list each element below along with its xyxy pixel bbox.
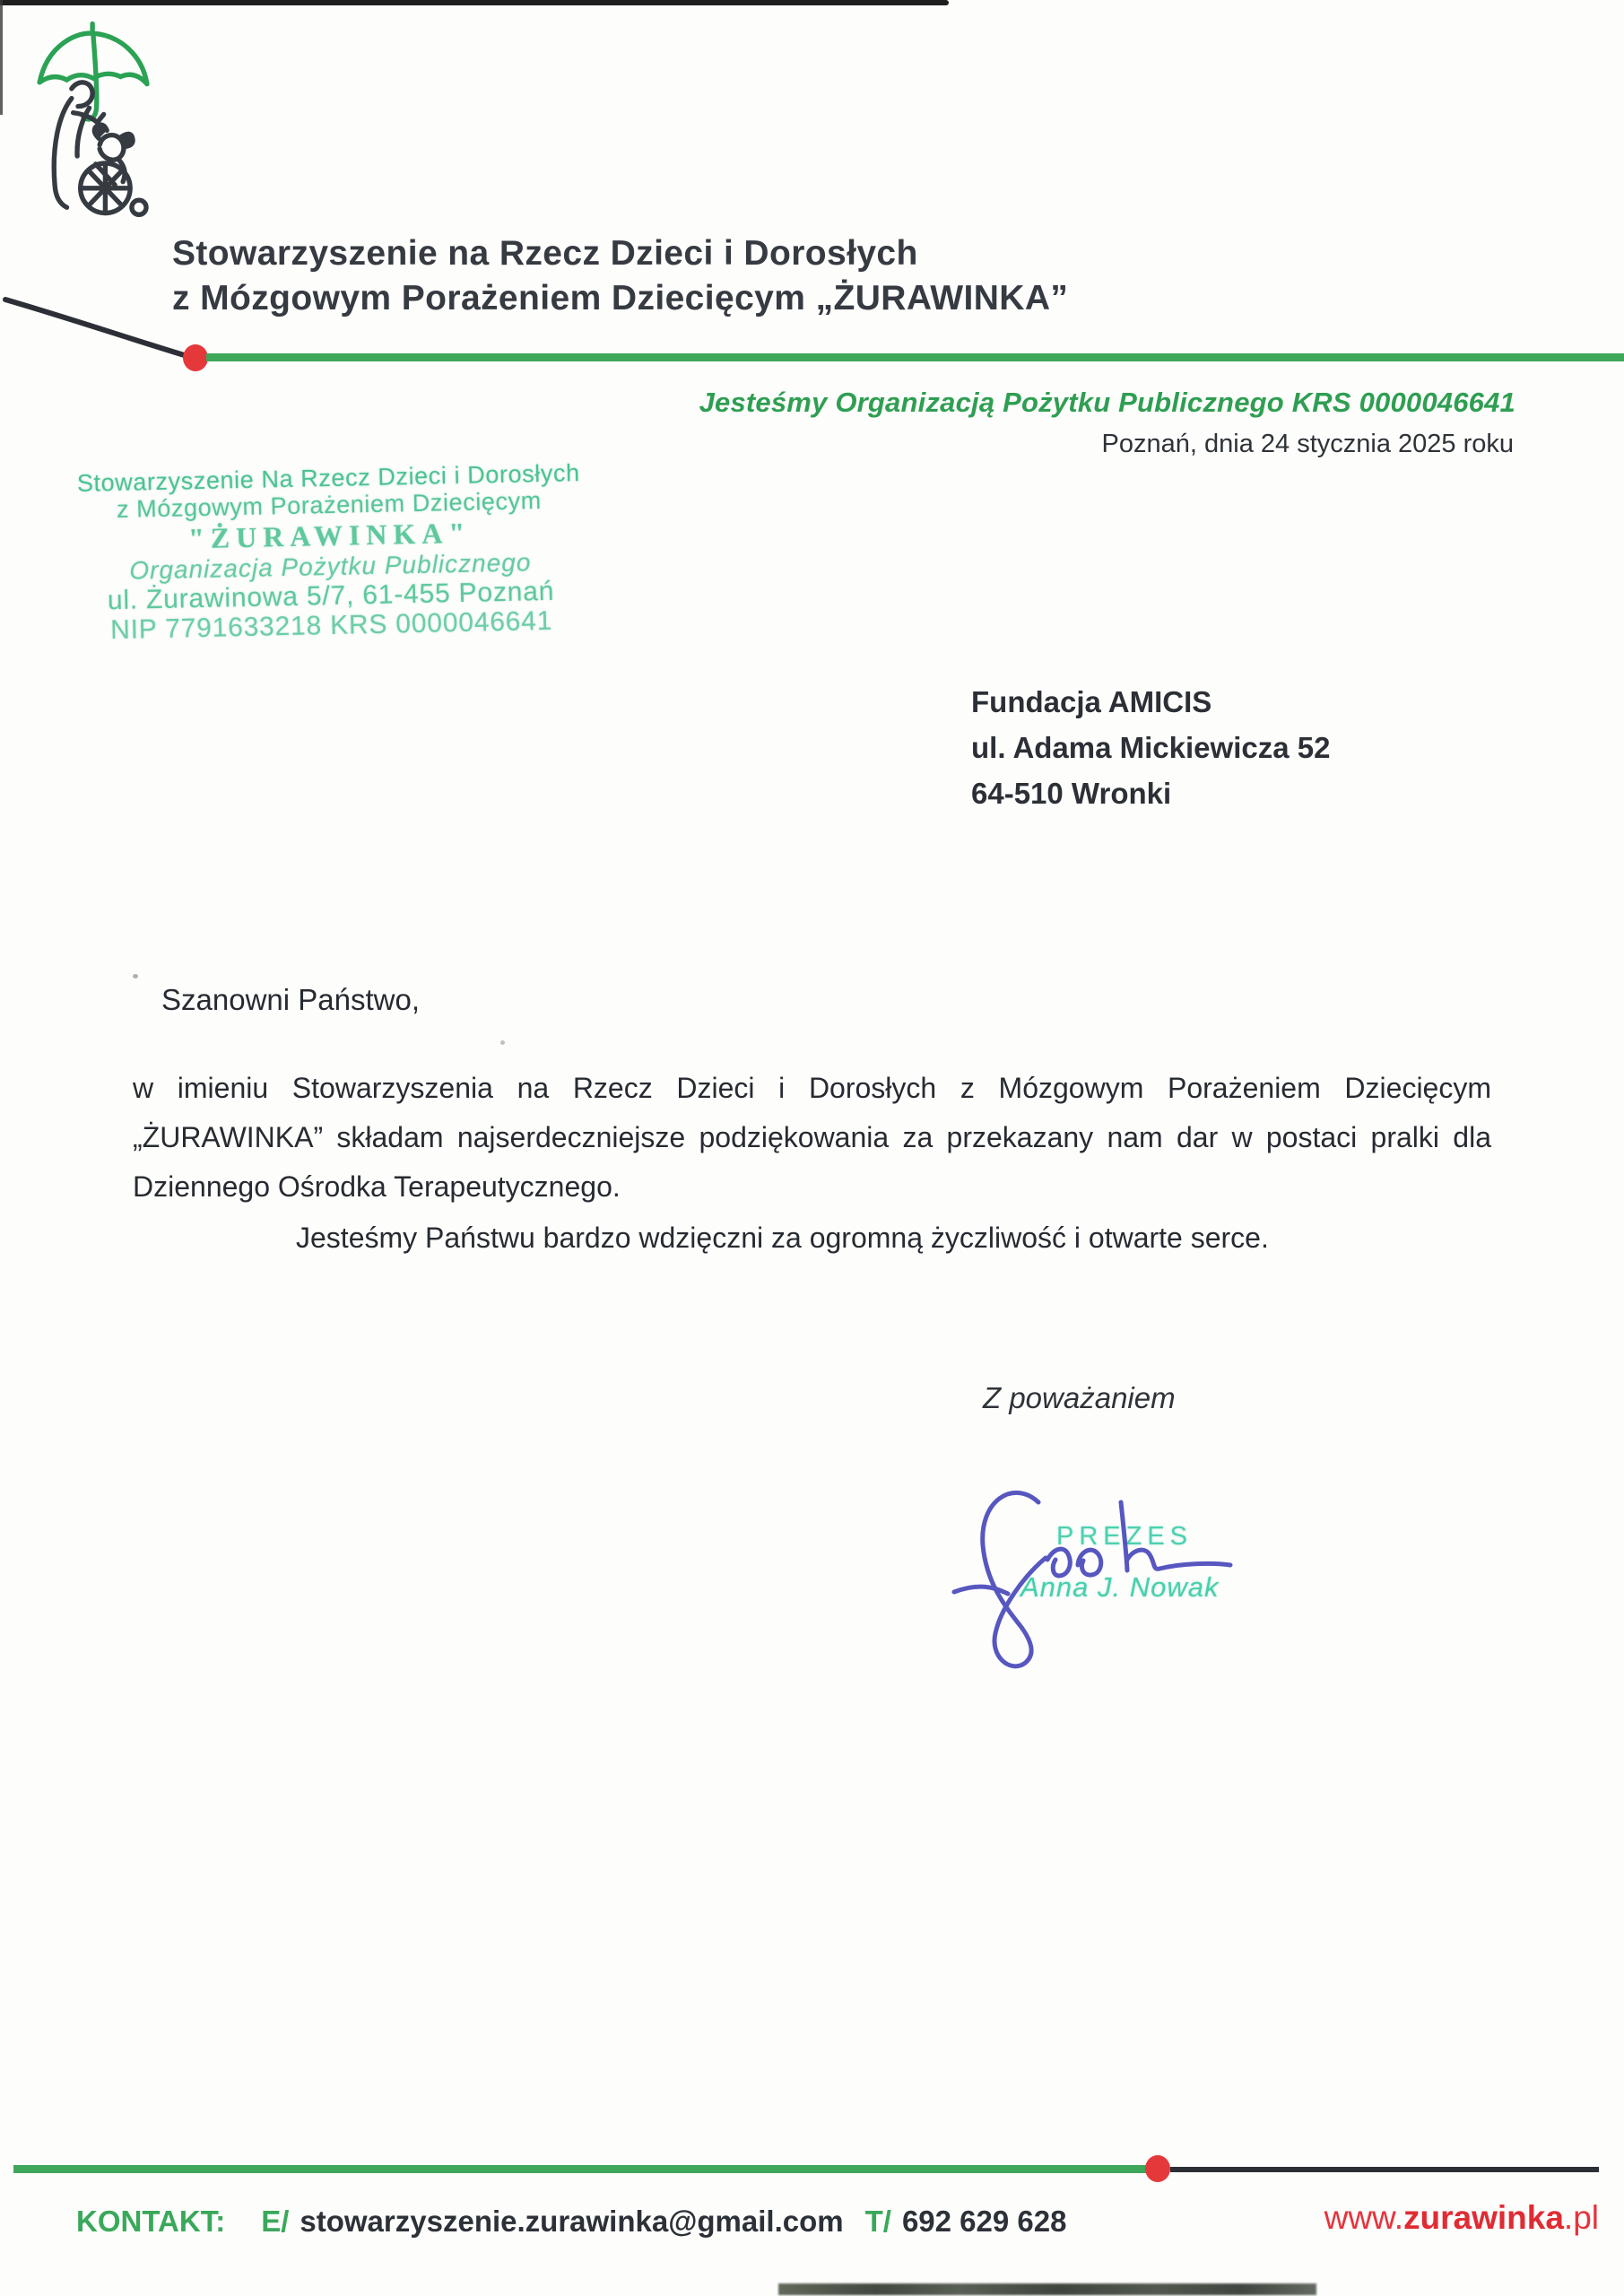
footer-contact-row	[76, 2205, 1066, 2239]
org-title	[172, 231, 1177, 321]
handwritten-signature	[942, 1475, 1246, 1673]
stamp-line: ul. Żurawinowa 5/7, 61-455 Poznań	[107, 576, 555, 616]
body-paragraph	[133, 1064, 1491, 1212]
stamp-line: Organizacja Pożytku Publicznego	[128, 548, 532, 585]
signature-stamp-name: Anna J. Nowak	[1020, 1571, 1220, 1603]
recipient-block	[971, 679, 1330, 816]
umbrella-wheelchair-logo-icon	[25, 18, 161, 219]
recipient-street: ul. Adama Mickiewicza 52	[971, 731, 1331, 764]
phone-prefix: T/	[864, 2205, 891, 2238]
org-title-line1: Stowarzyszenie na Rzecz Dzieci i Dorosłych	[172, 234, 918, 273]
org-title-line2: z Mózgowym Porażeniem Dziecięcym „ŻURAWINKA”	[172, 279, 1069, 317]
body-paragraph-line: „ŻURAWINKA” składam najserdeczniejsze podziękowania za przekazany nam dar w postaci pralki dla	[133, 1121, 1491, 1153]
scan-speck	[500, 1040, 505, 1045]
closing-line: Z poważaniem	[983, 1381, 1176, 1414]
website-name: zurawinka	[1403, 2199, 1564, 2236]
stamp-line: NIP 7791633218 KRS 0000046641	[109, 605, 553, 646]
scan-artifact-top-edge	[0, 0, 949, 5]
salutation: Szanowni Państwo,	[161, 983, 420, 1016]
recipient-name: Fundacja AMICIS	[971, 685, 1212, 718]
recipient-city: 64-510 Wronki	[971, 777, 1172, 810]
website-tld: .pl	[1563, 2199, 1599, 2236]
org-address-stamp	[74, 459, 586, 646]
scan-artifact-bottom-edge	[778, 2283, 1316, 2295]
contact-email: stowarzyszenie.zurawinka@gmail.com	[300, 2205, 844, 2238]
footer-black-rule	[1170, 2167, 1599, 2172]
scan-speck	[133, 974, 138, 978]
thanks-line: Jesteśmy Państwu bardzo wdzięczni za ogromną życzliwość i otwarte serce.	[296, 1222, 1269, 1254]
stamp-line: Stowarzyszenie Na Rzecz Dzieci i Dorosłych	[76, 459, 580, 497]
contact-phone: 692 629 628	[901, 2205, 1067, 2238]
website-url	[1324, 2199, 1599, 2237]
header-red-dot	[183, 344, 208, 371]
body-paragraph-line: w imieniu Stowarzyszenia na Rzecz Dzieci i Dorosłych z Mózgowym Porażeniem Dziecięcym	[133, 1072, 1491, 1104]
website-www: www.	[1324, 2199, 1404, 2236]
footer-green-rule	[13, 2165, 1152, 2173]
opp-status-line: Jesteśmy Organizacją Pożytku Publicznego KRS 0000046641	[699, 387, 1515, 418]
stamp-line: z Mózgowym Porażeniem Dziecięcym	[116, 487, 543, 523]
kontakt-label: KONTAKT:	[76, 2205, 226, 2238]
stamp-line: "ŻURAWINKA"	[187, 516, 472, 555]
body-paragraph-line: Dziennego Ośrodka Terapeutycznego.	[133, 1170, 621, 1203]
header-green-rule	[206, 353, 1624, 361]
date-line: Poznań, dnia 24 stycznia 2025 roku	[1101, 430, 1514, 458]
footer-red-dot	[1145, 2155, 1170, 2182]
signature-stamp-title: PREZES	[1056, 1522, 1194, 1551]
email-prefix: E/	[261, 2205, 290, 2238]
scan-artifact-left-edge	[0, 0, 3, 115]
